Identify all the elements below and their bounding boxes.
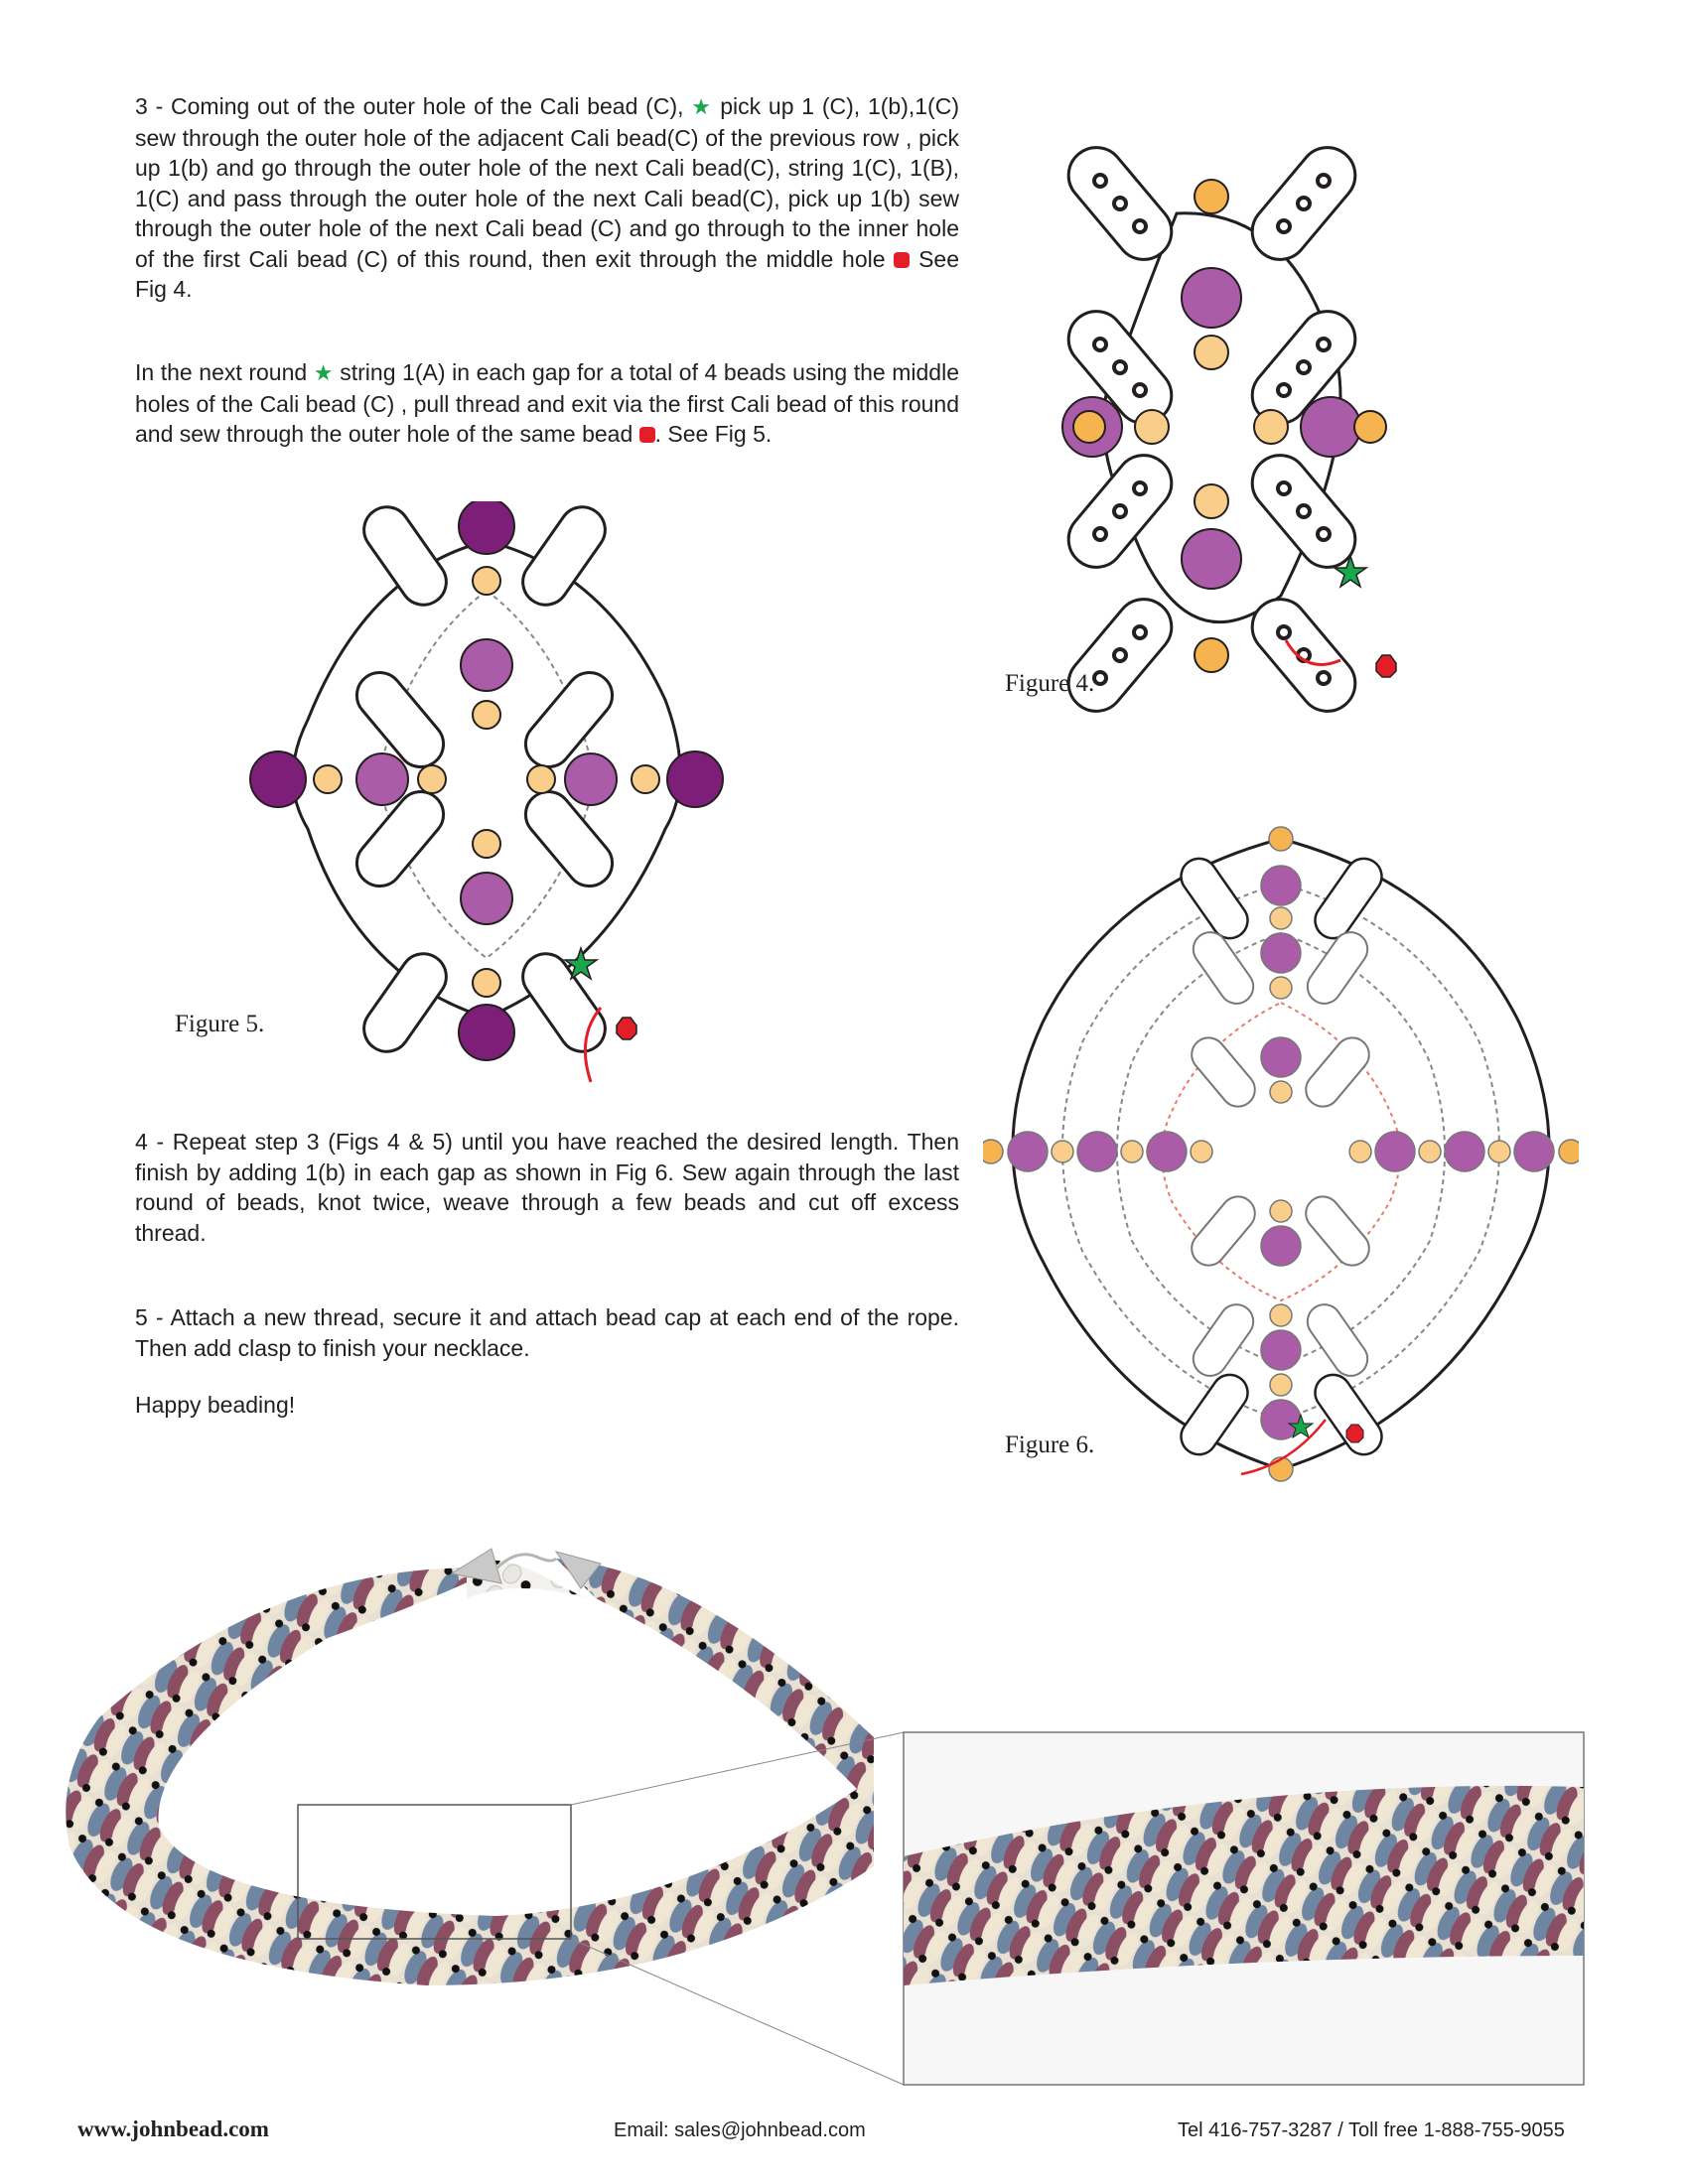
figure-5-diagram [248,501,725,1097]
stop-icon [639,427,655,443]
next-round-text-a: In the next round [135,359,308,385]
next-round-paragraph [135,357,959,450]
necklace-photo [0,1489,1688,2095]
stop-icon [894,252,910,268]
footer-email[interactable]: Email: sales@johnbead.com [614,2119,866,2141]
step5-paragraph: 5 - Attach a new thread, secure it and attach bead cap at each end of the rope. Then add clasp to finish your necklace. [135,1304,959,1361]
figure-4-caption: Figure 4. [1005,670,1095,697]
stop-icon [1346,1425,1363,1442]
figure-6-diagram [983,824,1579,1489]
next-round-text-b: string 1(A) in each gap for a total of 4 beads using the middle holes of the Cali bead (C) , pull thread and exit via the first Cali bead of this round and sew through the outer hole of the same bead [135,359,960,447]
step3-text-b: pick up 1 (C), 1(b),1(C) sew through the outer hole of the adjacent Cali bead(C) of the previous row , pick up 1(b) and go through the outer hole of the next Cali bead(C), string 1(C), 1(B), 1(C) and pass through the outer hole of the next Cali bead(C), pick up 1(b) sew through the outer hole of the next Cali bead (C) and go through to the inner hole of the first Cali bead (C) of this round, then exit through the middle hole [135,93,959,272]
step3-paragraph [135,91,959,305]
figure-4-diagram [1053,119,1420,735]
footer-phone: Tel 416-757-3287 / Toll free 1-888-755-9055 [1178,2119,1565,2141]
stop-icon [617,1018,636,1039]
star-icon: ★ [313,360,334,385]
next-round-text-c: . See Fig 5. [654,421,773,447]
step3-text-a: 3 - Coming out of the outer hole of the Cali bead (C), [135,93,684,119]
star-icon: ★ [691,94,713,119]
step4-paragraph: 4 - Repeat step 3 (Figs 4 & 5) until you have reached the desired length. Then finish by adding 1(b) in each gap as shown in Fig 6. Sew again through the last round of beads, knot twice, weave through a few beads and cut off excess thread. [135,1129,959,1246]
figure-5-caption: Figure 5. [175,1011,265,1037]
step3-text-c: See Fig 4. [135,245,960,302]
figure-6-caption: Figure 6. [1005,1432,1095,1458]
footer-website[interactable]: www.johnbead.com [77,2116,269,2141]
closing-text: Happy beading! [135,1392,296,1418]
stop-icon [1376,655,1396,677]
